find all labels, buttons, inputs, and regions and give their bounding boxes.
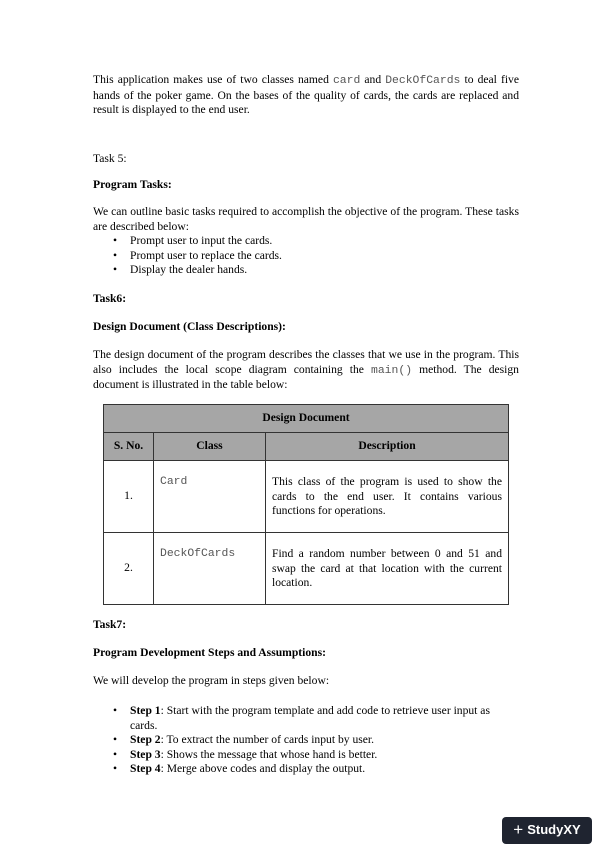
deck-class-code: DeckOfCards (385, 75, 461, 87)
table-row (104, 461, 509, 533)
plus-icon: + (513, 820, 524, 840)
list-item: • Step 3: Shows the message that whose hand is better. (113, 747, 378, 761)
main-method-code: main() (371, 364, 413, 377)
list-item: • Display the dealer hands. (113, 263, 248, 277)
logo-text: StudyXY (527, 822, 581, 838)
row-number: 2. (104, 533, 154, 605)
list-item: • Step 4: Merge above codes and display the output. (113, 762, 366, 776)
program-tasks-heading: Program Tasks: (93, 178, 172, 191)
task5-bullet-list (93, 234, 519, 278)
row-class-name: DeckOfCards (154, 533, 266, 605)
task6-label: Task6: (93, 292, 127, 305)
studyxy-logo[interactable] (502, 817, 592, 844)
column-header-description: Description (266, 433, 509, 461)
list-item: • Prompt user to input the cards. (113, 234, 273, 247)
intro-paragraph: This application makes use of two classes named card and DeckOfCards to deal five hands of the poker game. On the bases of the quality of cards, the cards are replaced and result is displayed to the end user. (93, 73, 519, 117)
development-steps-heading: Program Development Steps and Assumptions: (93, 646, 326, 659)
card-class-code: card (332, 75, 361, 87)
task7-paragraph: We will develop the program in steps given below: (93, 674, 330, 687)
column-header-class: Class (154, 433, 266, 461)
list-item: • Step 1: Start with the program template and add code to retrieve user input as cards. (113, 704, 490, 732)
task6-paragraph: The design document of the program describes the classes that we use in the program. This also includes the local scope diagram containing the main() method. The design document is illustrated in the table below: (93, 348, 519, 392)
row-class-name: Card (154, 461, 266, 533)
list-item: • Step 2: To extract the number of cards input by user. (113, 733, 375, 747)
task5-label: Task 5: (93, 152, 127, 165)
table-row (104, 533, 509, 605)
task7-label: Task7: (93, 618, 127, 631)
column-header-sno: S. No. (104, 433, 154, 461)
design-document-table (103, 404, 509, 605)
task5-paragraph: We can outline basic tasks required to accomplish the objective of the program. These tasks are described below: (93, 205, 519, 233)
row-description: This class of the program is used to show the cards to the end user. It contains various functions for operations. (266, 461, 509, 533)
list-item: • Prompt user to replace the cards. (113, 248, 282, 262)
row-number: 1. (104, 461, 154, 533)
row-description: Find a random number between 0 and 51 and swap the card at that location with the current location. (266, 533, 509, 605)
design-document-heading: Design Document (Class Descriptions): (93, 320, 286, 333)
steps-list (93, 704, 519, 777)
table-title: Design Document (104, 405, 509, 433)
